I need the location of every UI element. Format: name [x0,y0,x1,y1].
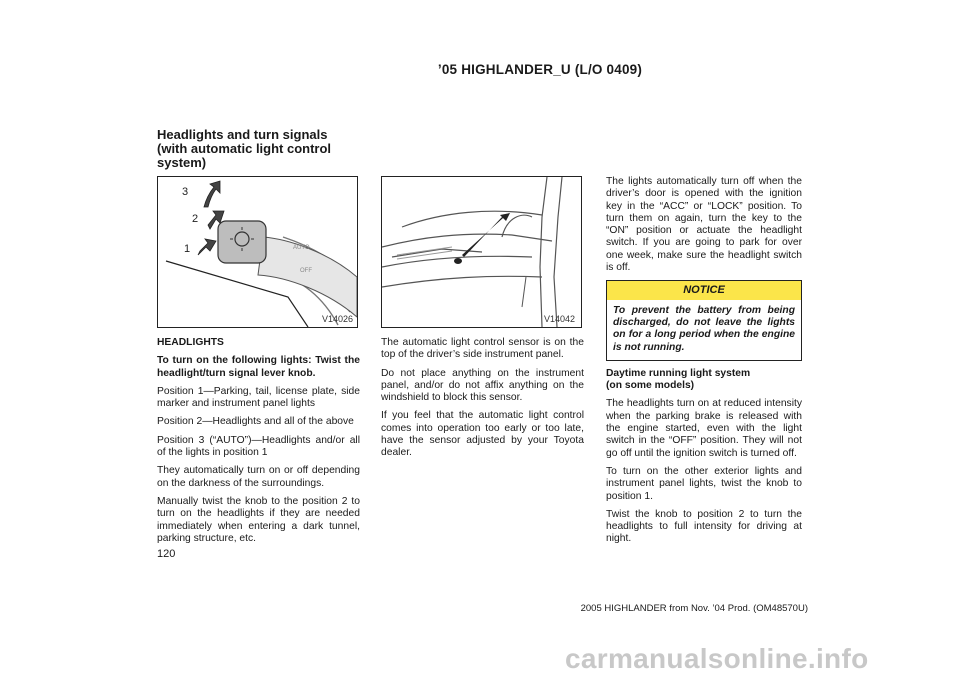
notice-body: To prevent the battery from being discharged, do not leave the lights on for a long period when the engine is not running. [613,304,795,353]
paragraph: If you feel that the automatic light control comes into operation too early or too late, have the sensor adjusted by your Toyota dealer. [381,410,584,459]
svg-text:OFF: OFF [300,268,312,274]
section-title [157,128,357,170]
paragraph: To turn on the other exterior lights and instrument panel lights, twist the knob to position 1. [606,465,802,502]
section-title-line: (with automatic light control [157,141,332,156]
paragraph: Manually twist the knob to the position 2 to turn on the headlights if they are needed immediately when entering a dark tunnel, parking structure, etc. [157,495,360,544]
drl-subheading: (on some models) [606,380,695,392]
auto-off-column [606,176,802,552]
position-2-label: 2 [192,213,199,225]
paragraph: They automatically turn on or off depending on the darkness of the surroundings. [157,465,360,489]
page-header: ’05 HIGHLANDER_U (L/O 0409) [437,62,643,77]
watermark: carmanualsonline.info [565,643,869,674]
paragraph: The headlights turn on at reduced intensity when the parking brake is released with the engine started, even with the light switch in the “OFF” position. They will not go off until the ignition switch is turned off. [606,398,802,459]
paragraph: Position 1—Parking, tail, license plate, side marker and instrument panel lights [157,385,360,410]
page-footer: 2005 HIGHLANDER from Nov. ’04 Prod. (OM48570U) [580,603,808,614]
notice-box [606,280,802,360]
drl-heading: Daytime running light system [606,367,751,379]
svg-text:AUTO: AUTO [293,245,310,251]
headlight-lever-figure [157,176,358,328]
position-1-label: 1 [184,243,191,255]
headlight-lever-illustration [158,177,357,327]
paragraph: The automatic light control sensor is on the top of the driver’s side instrument panel. [381,337,584,361]
paragraph: Position 3 (“AUTO”)—Headlights and/or all of the lights in position 1 [157,434,360,459]
figure-id: V14042 [543,314,575,324]
paragraph: Position 2—Headlights and all of the above [157,416,354,428]
instrument-panel-illustration [382,177,581,327]
page-number: 120 [157,548,176,560]
section-title-line: Headlights and turn signals [157,127,328,142]
paragraph: Twist the knob to position 2 to turn the headlights to full intensity for driving at night. [606,508,802,545]
sensor-column [381,337,584,466]
position-3-label: 3 [182,186,189,198]
section-title-line: system) [157,155,207,170]
paragraph: Do not place anything on the instrument panel, and/or do not affix anything on the windshield to block this sensor. [381,367,584,404]
instruction-bold: To turn on the following lights: Twist the headlight/turn signal lever knob. [157,355,360,379]
light-sensor-figure [381,176,582,328]
headlights-heading: HEADLIGHTS [157,337,224,348]
figure-id: V14026 [321,314,353,324]
notice-title: NOTICE [607,281,801,299]
paragraph: The lights automatically turn off when the driver’s door is opened with the ignition key in the “ACC” or “LOCK” position. To turn them on again, turn the key to the “ON” position or actuate the headlight switch. If you are going to park for over one week, make sure the headlight switch is off. [606,176,802,274]
headlights-column [157,337,360,551]
